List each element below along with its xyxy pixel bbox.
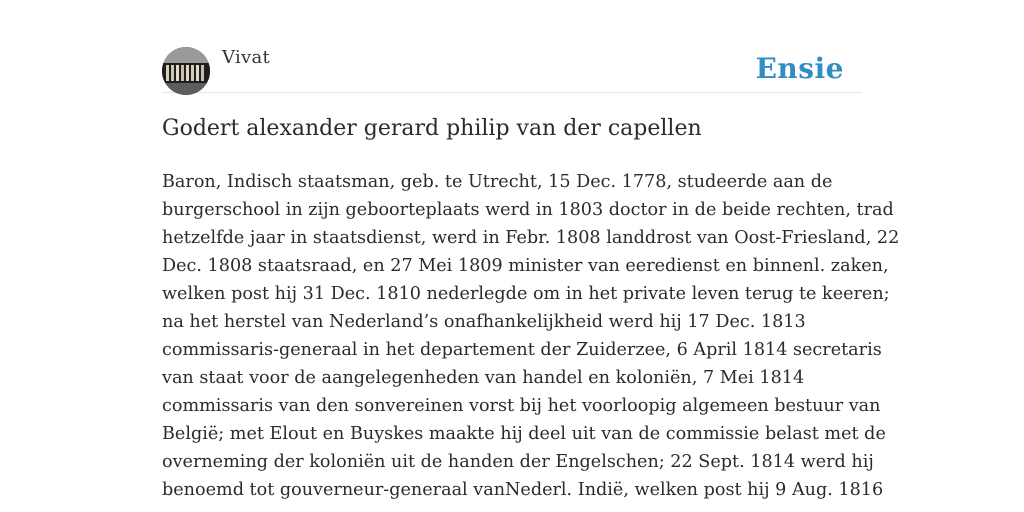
body-line: commissaris van den sonvereinen vorst bij het voorloopig algemeen bestuur van: [162, 396, 881, 416]
author-avatar[interactable]: [162, 47, 210, 95]
author-name[interactable]: Vivat: [222, 47, 271, 68]
body-line: van staat voor de aangelegenheden van handel en koloniën, 7 Mei 1814: [162, 368, 805, 388]
body-line: Dec. 1808 staatsraad, en 27 Mei 1809 minister van eeredienst en binnenl. zaken,: [162, 256, 889, 276]
body-line: na het herstel van Nederland’s onafhankelijkheid werd hij 17 Dec. 1813: [162, 312, 806, 332]
site-logo[interactable]: Ensie: [755, 52, 844, 85]
body-line: overneming der koloniën uit de handen der Engelschen; 22 Sept. 1814 werd hij: [162, 452, 874, 472]
body-line: Baron, Indisch staatsman, geb. te Utrecht, 15 Dec. 1778, studeerde aan de: [162, 172, 833, 192]
book-spines-avatar-icon: [162, 47, 210, 95]
body-line: hetzelfde jaar in staatsdienst, werd in Febr. 1808 landdrost van Oost-Friesland, 22: [162, 228, 900, 248]
body-line: België; met Elout en Buyskes maakte hij deel uit van de commissie belast met de: [162, 424, 886, 444]
body-line: burgerschool in zijn geboorteplaats werd in 1803 doctor in de beide rechten, trad: [162, 200, 894, 220]
article-body: [162, 168, 900, 504]
article-title: Godert alexander gerard philip van der capellen: [162, 116, 702, 141]
page-header: [162, 47, 862, 93]
body-line: welken post hij 31 Dec. 1810 nederlegde om in het private leven terug te keeren;: [162, 284, 890, 304]
body-line: commissaris-generaal in het departement der Zuiderzee, 6 April 1814 secretaris: [162, 340, 882, 360]
body-line: benoemd tot gouverneur-generaal vanNederl. Indië, welken post hij 9 Aug. 1816: [162, 480, 884, 500]
